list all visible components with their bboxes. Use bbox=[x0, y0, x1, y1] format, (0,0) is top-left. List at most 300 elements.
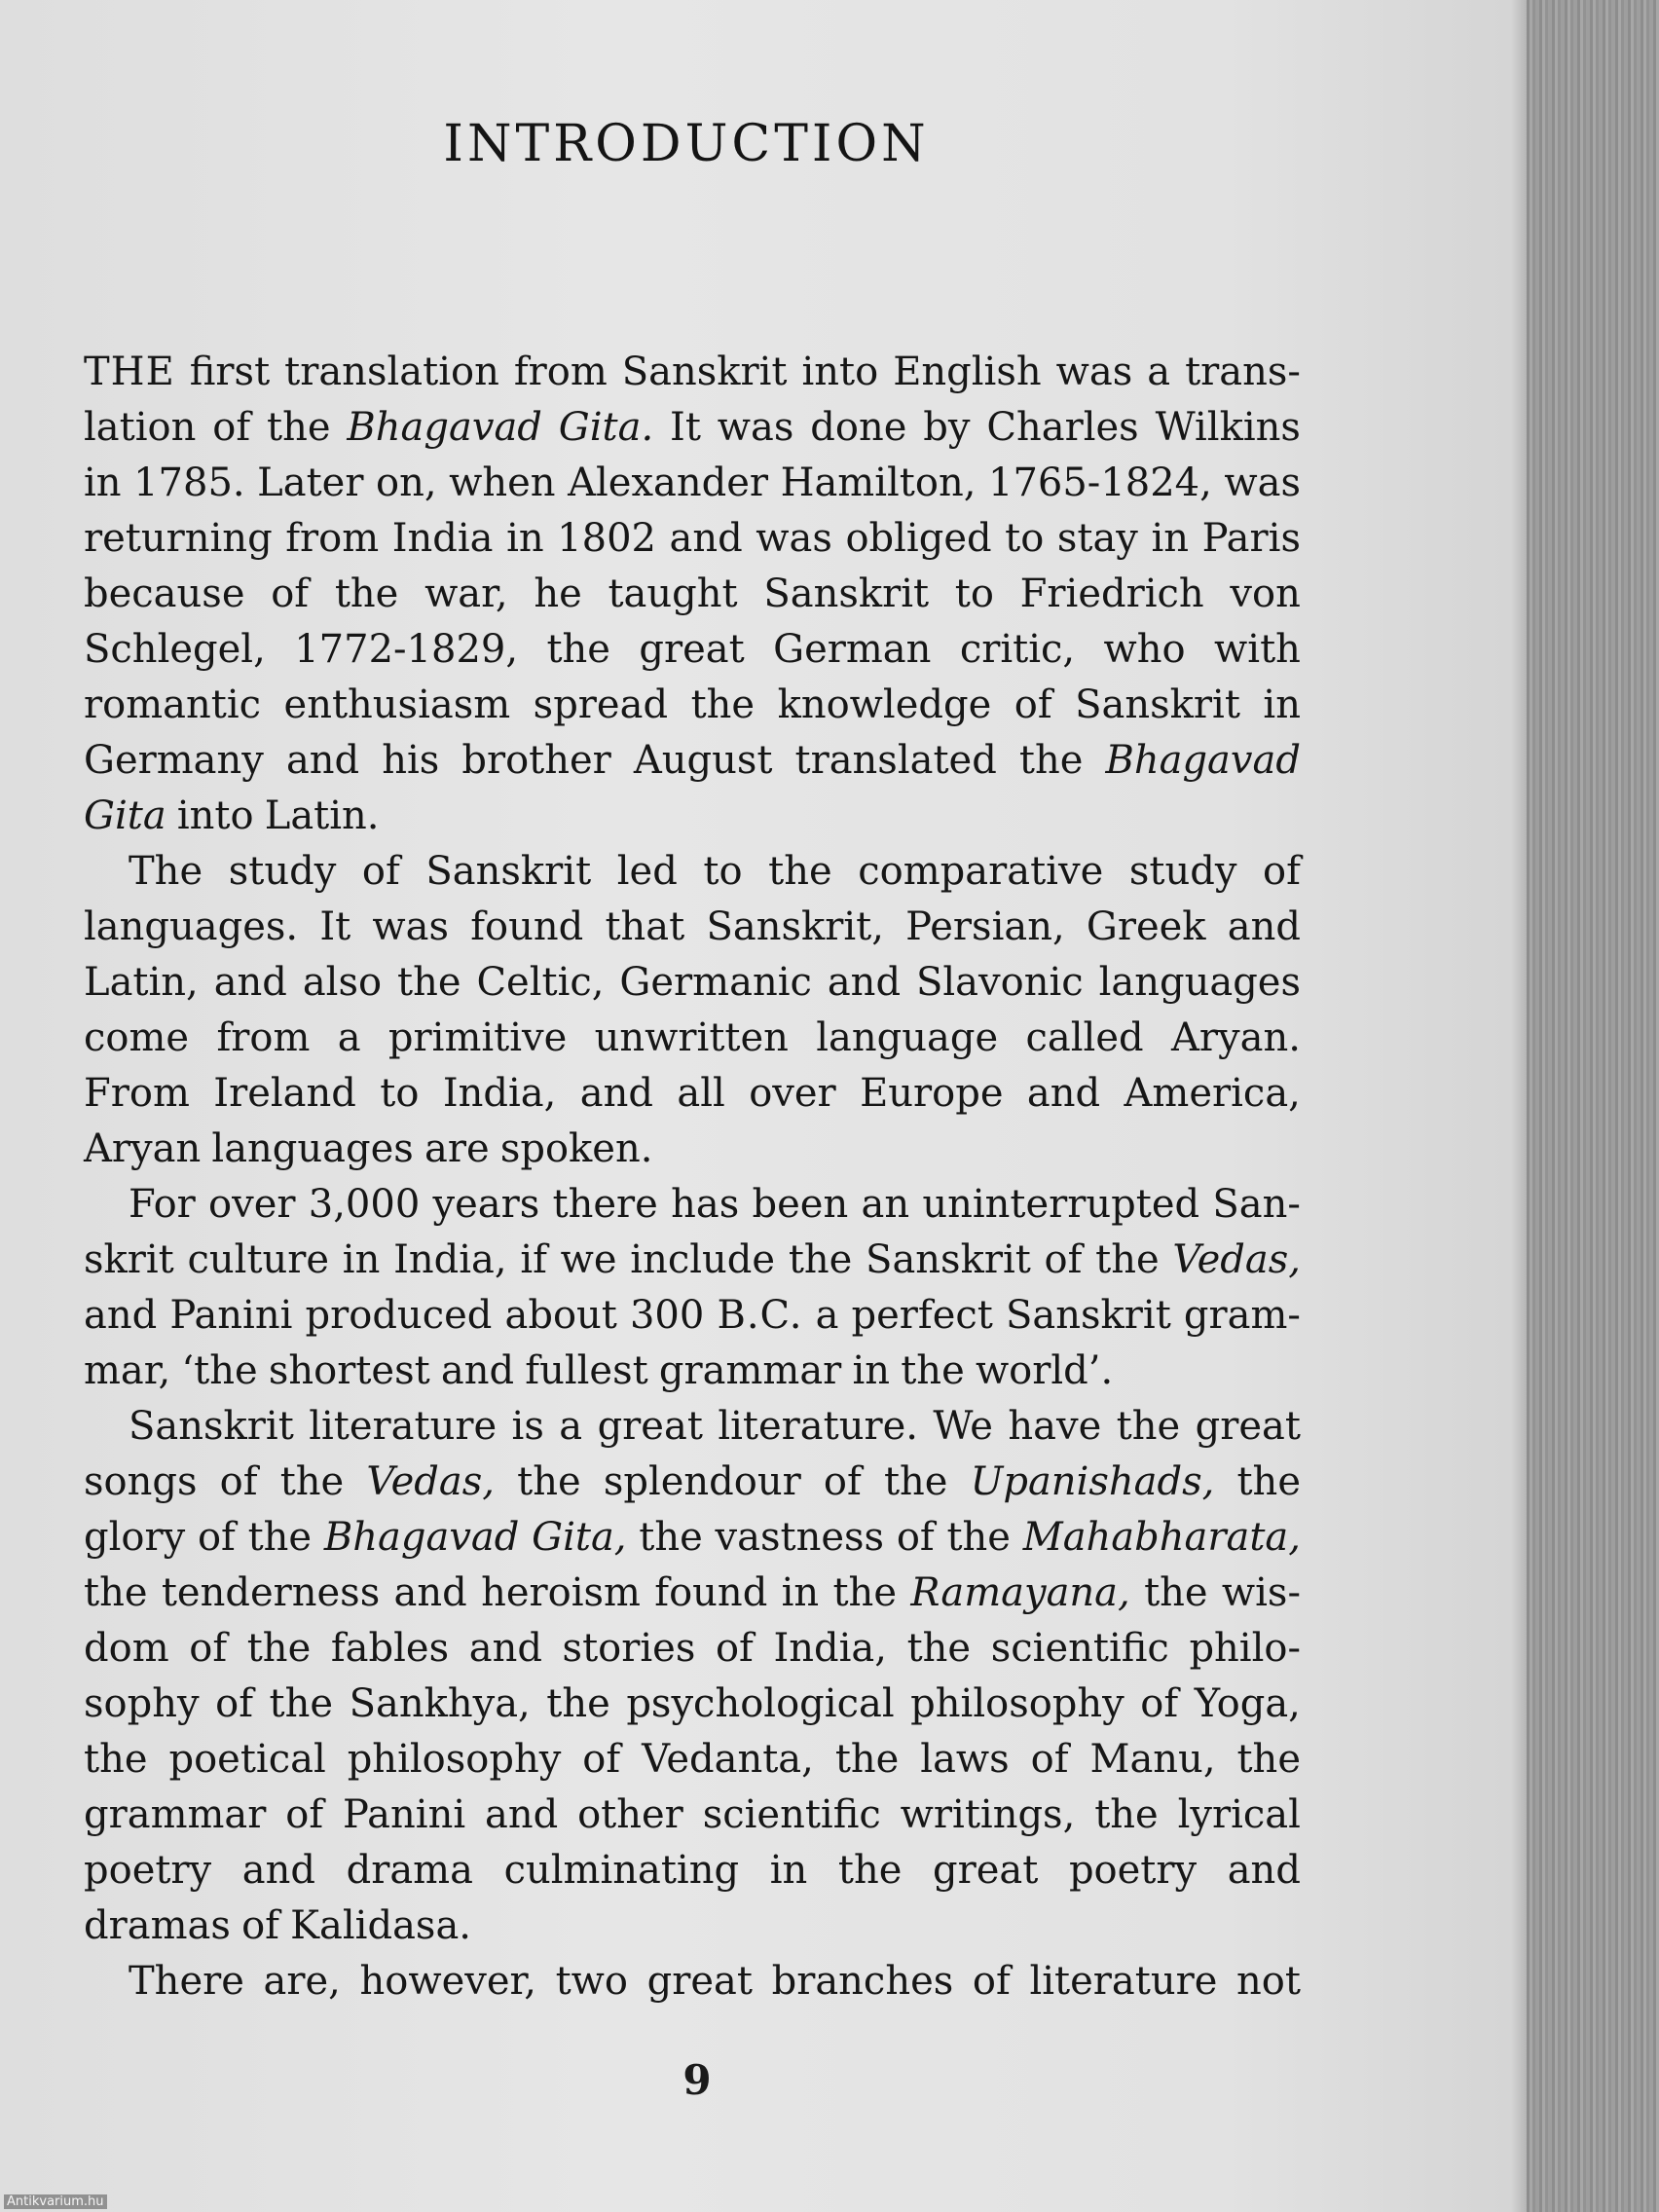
word: the bbox=[334, 571, 399, 616]
word: 3,000 bbox=[308, 1182, 421, 1227]
word: of bbox=[823, 1459, 862, 1504]
word: culminating bbox=[503, 1848, 740, 1893]
word: was bbox=[1224, 461, 1301, 505]
word: by bbox=[923, 405, 971, 450]
word: and bbox=[1227, 904, 1301, 949]
word: Sanskrit, bbox=[706, 904, 884, 949]
word: and bbox=[285, 738, 360, 783]
text-line bbox=[84, 622, 1301, 678]
word: into bbox=[176, 793, 254, 838]
text-line bbox=[84, 844, 1301, 900]
word: comparative bbox=[858, 849, 1104, 894]
word: mar, bbox=[84, 1348, 171, 1393]
word: Greek bbox=[1086, 904, 1206, 949]
word: Sankhya, bbox=[349, 1681, 531, 1726]
word: the bbox=[1094, 1792, 1159, 1837]
text-line bbox=[84, 1344, 1301, 1399]
body-text bbox=[84, 345, 1301, 2009]
word: scientific bbox=[990, 1626, 1169, 1671]
word: a bbox=[337, 1015, 361, 1060]
text-line bbox=[84, 1455, 1301, 1510]
word: the bbox=[84, 1570, 148, 1615]
word: The bbox=[129, 849, 203, 894]
word: We bbox=[933, 1404, 993, 1449]
word: Ireland bbox=[213, 1071, 356, 1116]
word: literature bbox=[309, 1404, 498, 1449]
word: There bbox=[129, 1959, 244, 2004]
page-number: 9 bbox=[682, 2056, 712, 2104]
word: to bbox=[1005, 516, 1045, 561]
word: of bbox=[285, 1792, 324, 1837]
word: of bbox=[1263, 849, 1301, 894]
word: who bbox=[1103, 627, 1186, 672]
word: the bbox=[246, 1626, 312, 1671]
word: branches bbox=[771, 1959, 954, 2004]
word: splendour bbox=[603, 1459, 801, 1504]
word: grammar bbox=[658, 1348, 842, 1393]
word: the bbox=[1095, 1237, 1160, 1282]
word: in bbox=[1263, 682, 1301, 727]
word: all bbox=[677, 1071, 725, 1116]
text-line bbox=[84, 733, 1301, 789]
word: scientific bbox=[702, 1792, 881, 1837]
word: in bbox=[852, 1348, 891, 1393]
word: there bbox=[552, 1182, 658, 1227]
word: of bbox=[896, 1515, 935, 1560]
word: from bbox=[513, 350, 608, 394]
word: the bbox=[267, 405, 331, 450]
word: the bbox=[1116, 1404, 1181, 1449]
word: his bbox=[382, 738, 440, 783]
word: found bbox=[470, 904, 584, 949]
word: Gita. bbox=[558, 405, 654, 450]
word: Gita bbox=[84, 793, 166, 838]
text-line bbox=[84, 955, 1301, 1011]
word: lation bbox=[84, 405, 197, 450]
word: wis- bbox=[1221, 1570, 1301, 1615]
word: also bbox=[302, 960, 383, 1005]
word: primitive bbox=[387, 1015, 568, 1060]
word: knowledge bbox=[777, 682, 992, 727]
word: literature. bbox=[718, 1404, 918, 1449]
word: India, bbox=[442, 1071, 557, 1116]
text-line bbox=[84, 1399, 1301, 1455]
text-line bbox=[84, 1954, 1301, 2009]
word: the bbox=[832, 1570, 897, 1615]
text-line bbox=[84, 511, 1301, 567]
word: Sanskrit bbox=[425, 849, 592, 894]
word: unwritten bbox=[594, 1015, 789, 1060]
word: great bbox=[639, 627, 745, 672]
word: Sanskrit bbox=[763, 571, 930, 616]
word: in bbox=[84, 461, 122, 505]
word: glory bbox=[84, 1515, 186, 1560]
word: language bbox=[816, 1015, 999, 1060]
word: heroism bbox=[481, 1570, 641, 1615]
word: was bbox=[756, 516, 832, 561]
word: and bbox=[669, 516, 743, 561]
word: with bbox=[1214, 627, 1301, 672]
word: the bbox=[247, 1515, 313, 1560]
word: the bbox=[269, 1681, 334, 1726]
word: 1802 bbox=[557, 516, 656, 561]
word: and bbox=[827, 960, 902, 1005]
word: Vedas, bbox=[366, 1459, 495, 1504]
word: Aryan. bbox=[1170, 1015, 1301, 1060]
word: Germanic bbox=[619, 960, 812, 1005]
word: of bbox=[212, 405, 251, 450]
word: India bbox=[391, 516, 494, 561]
word: Manu, bbox=[1089, 1737, 1216, 1782]
word: called bbox=[1025, 1015, 1144, 1060]
word: into bbox=[801, 350, 879, 394]
word: von bbox=[1230, 571, 1301, 616]
word: great bbox=[597, 1404, 703, 1449]
word: in bbox=[506, 516, 544, 561]
word: Sanskrit bbox=[1075, 682, 1240, 727]
word: taught bbox=[608, 571, 738, 616]
word: other bbox=[577, 1792, 683, 1837]
text-line bbox=[84, 1233, 1301, 1288]
word: culture bbox=[187, 1237, 330, 1282]
word: he bbox=[534, 571, 582, 616]
word: 1772-1829, bbox=[294, 627, 519, 672]
word: critic, bbox=[959, 627, 1076, 672]
word: translated bbox=[794, 738, 997, 783]
word: languages bbox=[211, 1126, 414, 1171]
word: study bbox=[1128, 849, 1237, 894]
word: obliged bbox=[845, 516, 992, 561]
word: Persian, bbox=[905, 904, 1065, 949]
word: languages. bbox=[84, 904, 299, 949]
word: and bbox=[440, 1348, 515, 1393]
word: and bbox=[84, 1293, 158, 1338]
word: world’. bbox=[975, 1348, 1114, 1393]
word: in bbox=[769, 1848, 808, 1893]
word: spoken. bbox=[499, 1126, 653, 1171]
word: uninterrupted bbox=[922, 1182, 1200, 1227]
text-line bbox=[84, 1288, 1301, 1344]
text-line bbox=[84, 1066, 1301, 1122]
word: German bbox=[773, 627, 932, 672]
word: war, bbox=[424, 571, 508, 616]
word: Mahabharata, bbox=[1022, 1515, 1301, 1560]
word: to bbox=[954, 571, 994, 616]
word: For bbox=[129, 1182, 196, 1227]
word: skrit bbox=[84, 1237, 174, 1282]
word: of bbox=[197, 1515, 236, 1560]
word: Wilkins bbox=[1155, 405, 1301, 450]
word: include bbox=[630, 1237, 776, 1282]
word: of bbox=[361, 849, 400, 894]
word: in bbox=[342, 1237, 381, 1282]
text-line bbox=[84, 456, 1301, 511]
word: dom bbox=[84, 1626, 169, 1671]
word: we bbox=[560, 1237, 617, 1282]
word: perfect bbox=[851, 1293, 993, 1338]
word: great bbox=[933, 1848, 1039, 1893]
word: from bbox=[285, 516, 380, 561]
text-line bbox=[84, 900, 1301, 955]
word: the bbox=[837, 1848, 903, 1893]
word: stories bbox=[562, 1626, 696, 1671]
word: Ramayana, bbox=[910, 1570, 1130, 1615]
word: of bbox=[241, 1903, 279, 1948]
word: the bbox=[546, 627, 610, 672]
word: in bbox=[781, 1570, 820, 1615]
text-line bbox=[84, 1843, 1301, 1899]
word: the bbox=[1236, 1737, 1301, 1782]
text-line bbox=[84, 789, 1301, 844]
word: to bbox=[703, 849, 743, 894]
word: from bbox=[216, 1015, 311, 1060]
word: in bbox=[1151, 516, 1190, 561]
word: Sanskrit bbox=[1006, 1293, 1171, 1338]
text-line bbox=[84, 1566, 1301, 1621]
word: Panini bbox=[343, 1792, 466, 1837]
word: the bbox=[768, 849, 832, 894]
word: the bbox=[84, 1737, 148, 1782]
word: Gita, bbox=[532, 1515, 627, 1560]
word: that bbox=[605, 904, 685, 949]
word: of bbox=[715, 1626, 754, 1671]
word: first bbox=[189, 350, 271, 394]
word: come bbox=[84, 1015, 190, 1060]
word: Upanishads, bbox=[970, 1459, 1215, 1504]
word: was bbox=[1055, 350, 1133, 394]
word: led bbox=[616, 849, 678, 894]
word: Bhagavad bbox=[1105, 738, 1301, 783]
word: study bbox=[228, 849, 337, 894]
word: 300 bbox=[629, 1293, 705, 1338]
word: and bbox=[1026, 1071, 1101, 1116]
word: of bbox=[1044, 1237, 1083, 1282]
word: of bbox=[189, 1626, 228, 1671]
word: the bbox=[883, 1459, 948, 1504]
word: Later bbox=[257, 461, 364, 505]
word: It bbox=[670, 405, 701, 450]
word: philo- bbox=[1189, 1626, 1301, 1671]
word: India, bbox=[393, 1237, 507, 1282]
word: philosophy bbox=[910, 1681, 1124, 1726]
word: B.C. bbox=[717, 1293, 803, 1338]
word: however, bbox=[359, 1959, 536, 2004]
text-line bbox=[84, 1510, 1301, 1566]
text-line bbox=[84, 1122, 1301, 1177]
word: ‘the bbox=[181, 1348, 258, 1393]
word: THE bbox=[84, 350, 175, 394]
word: of bbox=[219, 1459, 258, 1504]
word: the bbox=[1236, 1459, 1301, 1504]
word: found bbox=[654, 1570, 768, 1615]
word: Paris bbox=[1201, 516, 1301, 561]
word: has bbox=[671, 1182, 740, 1227]
word: produced bbox=[305, 1293, 493, 1338]
word: Slavonic bbox=[915, 960, 1084, 1005]
text-line bbox=[84, 1177, 1301, 1233]
word: Bhagavad bbox=[347, 405, 542, 450]
word: two bbox=[555, 1959, 629, 2004]
word: Latin. bbox=[264, 793, 380, 838]
word: have bbox=[1008, 1404, 1102, 1449]
word: English bbox=[893, 350, 1042, 394]
word: Vedas, bbox=[1172, 1237, 1301, 1282]
word: vastness bbox=[715, 1515, 885, 1560]
word: on, bbox=[376, 461, 437, 505]
word: the bbox=[834, 1737, 900, 1782]
word: to bbox=[380, 1071, 420, 1116]
word: was bbox=[717, 405, 794, 450]
word: the bbox=[546, 1681, 610, 1726]
word: been bbox=[752, 1182, 849, 1227]
word: Sanskrit bbox=[129, 1404, 294, 1449]
word: Charles bbox=[986, 405, 1139, 450]
word: gram- bbox=[1183, 1293, 1301, 1338]
word: the bbox=[1018, 738, 1084, 783]
word: From bbox=[84, 1071, 190, 1116]
word: romantic bbox=[84, 682, 262, 727]
word: fullest bbox=[525, 1348, 648, 1393]
word: the bbox=[279, 1459, 345, 1504]
word: India, bbox=[773, 1626, 887, 1671]
word: San- bbox=[1212, 1182, 1301, 1227]
word: and bbox=[579, 1071, 653, 1116]
word: the bbox=[788, 1237, 853, 1282]
word: languages bbox=[1098, 960, 1301, 1005]
word: of bbox=[215, 1681, 253, 1726]
word: brother bbox=[461, 738, 611, 783]
word: Schlegel, bbox=[84, 627, 266, 672]
word: Vedanta, bbox=[642, 1737, 814, 1782]
word: Friedrich bbox=[1019, 571, 1204, 616]
word: if bbox=[520, 1237, 547, 1282]
word: a bbox=[559, 1404, 583, 1449]
word: the bbox=[906, 1626, 972, 1671]
word: of bbox=[1140, 1681, 1179, 1726]
word: stay bbox=[1056, 516, 1138, 561]
word: and bbox=[468, 1626, 542, 1671]
text-line bbox=[84, 678, 1301, 733]
word: grammar bbox=[84, 1792, 267, 1837]
word: returning bbox=[84, 516, 273, 561]
word: of bbox=[1014, 682, 1052, 727]
word: the bbox=[690, 682, 756, 727]
word: was bbox=[372, 904, 450, 949]
word: August bbox=[633, 738, 773, 783]
word: because bbox=[84, 571, 245, 616]
word: Hamilton, bbox=[780, 461, 977, 505]
word: fables bbox=[330, 1626, 450, 1671]
word: Kalidasa. bbox=[290, 1903, 472, 1948]
text-line bbox=[84, 1011, 1301, 1066]
word: lyrical bbox=[1177, 1792, 1301, 1837]
word: writings, bbox=[900, 1792, 1076, 1837]
word: songs bbox=[84, 1459, 198, 1504]
text-line bbox=[84, 1788, 1301, 1843]
word: enthusiasm bbox=[283, 682, 511, 727]
watermark: Antikvarium.hu bbox=[4, 2194, 107, 2209]
word: 1765-1824, bbox=[988, 461, 1212, 505]
word: Panini bbox=[169, 1293, 293, 1338]
text-line bbox=[84, 400, 1301, 456]
word: over bbox=[208, 1182, 296, 1227]
word: It bbox=[319, 904, 351, 949]
word: a bbox=[1147, 350, 1171, 394]
word: philosophy bbox=[347, 1737, 562, 1782]
word: are bbox=[424, 1126, 490, 1171]
word: and bbox=[393, 1570, 467, 1615]
word: trans- bbox=[1185, 350, 1301, 394]
word: America, bbox=[1124, 1071, 1301, 1116]
word: 1785. bbox=[133, 461, 245, 505]
word: not bbox=[1236, 1959, 1301, 2004]
word: drama bbox=[346, 1848, 473, 1893]
chapter-title: INTRODUCTION bbox=[443, 115, 930, 173]
word: Celtic, bbox=[476, 960, 605, 1005]
page-edges bbox=[1527, 0, 1659, 2212]
word: Germany bbox=[84, 738, 264, 783]
word: years bbox=[432, 1182, 540, 1227]
word: sophy bbox=[84, 1681, 200, 1726]
word: when bbox=[449, 461, 556, 505]
word: poetry bbox=[1068, 1848, 1198, 1893]
word: of bbox=[1030, 1737, 1069, 1782]
word: over bbox=[749, 1071, 836, 1116]
word: done bbox=[810, 405, 907, 450]
text-line bbox=[84, 567, 1301, 622]
word: poetical bbox=[168, 1737, 326, 1782]
word: Aryan bbox=[84, 1126, 202, 1171]
word: of bbox=[582, 1737, 621, 1782]
word: the bbox=[639, 1515, 703, 1560]
text-line bbox=[84, 1732, 1301, 1788]
word: and bbox=[485, 1792, 559, 1837]
word: and bbox=[213, 960, 287, 1005]
word: of bbox=[271, 571, 310, 616]
word: Yoga, bbox=[1194, 1681, 1301, 1726]
word: Alexander bbox=[568, 461, 769, 505]
word: laws bbox=[920, 1737, 1010, 1782]
word: great bbox=[646, 1959, 753, 2004]
text-line bbox=[84, 1677, 1301, 1732]
word: the bbox=[946, 1515, 1011, 1560]
text-line bbox=[84, 345, 1301, 400]
word: dramas bbox=[84, 1903, 231, 1948]
word: poetry bbox=[84, 1848, 212, 1893]
word: and bbox=[241, 1848, 315, 1893]
word: spread bbox=[533, 682, 669, 727]
word: literature bbox=[1029, 1959, 1218, 2004]
word: about bbox=[504, 1293, 617, 1338]
word: tenderness bbox=[161, 1570, 381, 1615]
word: Latin, bbox=[84, 960, 199, 1005]
word: psychological bbox=[626, 1681, 895, 1726]
word: Bhagavad bbox=[323, 1515, 520, 1560]
word: Europe bbox=[860, 1071, 1004, 1116]
word: a bbox=[815, 1293, 839, 1338]
word: an bbox=[861, 1182, 910, 1227]
text-line bbox=[84, 1621, 1301, 1677]
word: of bbox=[972, 1959, 1011, 2004]
word: and bbox=[1227, 1848, 1301, 1893]
word: the bbox=[1144, 1570, 1208, 1615]
word: the bbox=[901, 1348, 965, 1393]
word: are, bbox=[263, 1959, 341, 2004]
word: Sanskrit bbox=[621, 350, 788, 394]
word: the bbox=[517, 1459, 581, 1504]
word: Sanskrit bbox=[866, 1237, 1031, 1282]
word: is bbox=[511, 1404, 544, 1449]
